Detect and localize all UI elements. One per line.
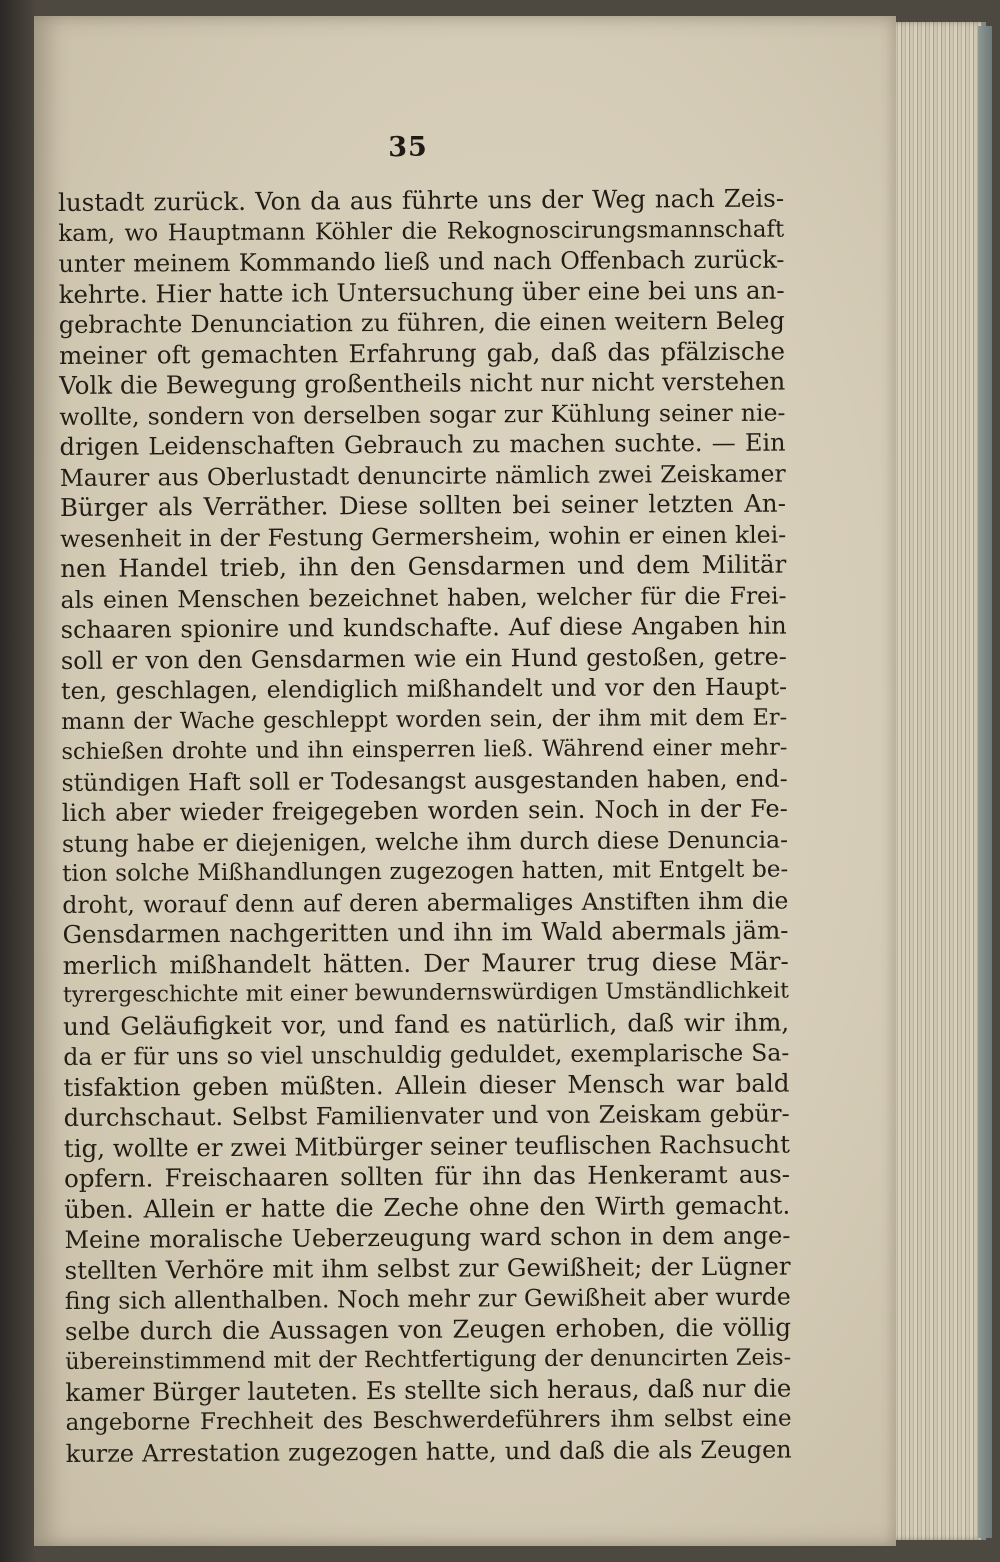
text-line: Maurer aus Oberlustadt denuncirte nämlich zwei Zeiskamer bbox=[59, 459, 786, 492]
text-line: schießen drohte und ihn einsperren ließ. Während einer mehr- bbox=[61, 734, 788, 765]
text-line: wollte, sondern von derselben sogar zur Kühlung seiner nie- bbox=[59, 398, 786, 431]
text-line: tig, wollte er zwei Mitbürger seiner teuflischen Rachsucht bbox=[63, 1129, 790, 1163]
text-line: stellten Verhöre mit ihm selbst zur Gewißheit; der Lügner bbox=[64, 1251, 791, 1285]
page-number: 35 bbox=[388, 132, 428, 163]
text-line: kurze Arrestation zugezogen hatte, und daß die als Zeugen bbox=[65, 1435, 792, 1468]
text-line: droht, worauf denn auf deren abermaliges Anstiften ihm die bbox=[62, 886, 789, 919]
text-line: Gensdarmen nachgeritten und ihn im Wald abermals jäm- bbox=[62, 915, 789, 949]
text-line: selbe durch die Aussagen von Zeugen erhoben, die völlig bbox=[64, 1312, 792, 1346]
text-line: Meine moralische Ueberzeugung ward schon in dem ange- bbox=[64, 1221, 791, 1254]
body-text bbox=[58, 184, 792, 1469]
text-line: wesenheit in der Festung Germersheim, wohin er einen klei- bbox=[60, 520, 787, 553]
text-line: angeborne Frechheit des Beschwerdeführers ihm selbst eine bbox=[65, 1405, 792, 1436]
text-line: mann der Wache geschleppt worden sein, der ihm mit dem Er- bbox=[61, 704, 788, 735]
text-line: und Geläufigkeit vor, und fand es natürlich, daß wir ihm, bbox=[63, 1007, 790, 1041]
text-line: stündigen Haft soll er Todesangst ausgestanden haben, end- bbox=[61, 764, 788, 797]
text-line: üben. Allein er hatte die Zeche ohne den Wirth gemacht. bbox=[64, 1190, 791, 1224]
text-line: schaaren spionire und kundschafte. Auf diese Angaben hin bbox=[60, 611, 787, 644]
text-line: lich aber wieder freigegeben worden sein. Noch in der Fe- bbox=[61, 794, 788, 827]
text-line: als einen Menschen bezeichnet haben, welcher für die Frei- bbox=[60, 581, 787, 614]
text-line: ten, geschlagen, elendiglich mißhandelt und vor den Haupt- bbox=[60, 672, 788, 705]
text-line: nen Handel trieb, ihn den Gensdarmen und dem Militär bbox=[60, 549, 787, 583]
text-line: drigen Leidenschaften Gebrauch zu machen suchte. — Ein bbox=[59, 428, 786, 461]
book-cover-edge bbox=[978, 26, 992, 1538]
text-line: merlich mißhandelt hätten. Der Maurer trug diese Mär- bbox=[62, 946, 789, 980]
text-line: kehrte. Hier hatte ich Untersuchung über eine bei uns an- bbox=[58, 275, 785, 309]
text-line: tyrergeschichte mit einer bewundernswürdigen Umständlichkeit bbox=[62, 978, 789, 1008]
text-line: meiner oft gemachten Erfahrung gab, daß das pfälzische bbox=[58, 336, 786, 370]
text-line: tisfaktion geben müßten. Allein dieser Mensch war bald bbox=[63, 1068, 790, 1102]
text-line: stung habe er diejenigen, welche ihm durch diese Denuncia- bbox=[61, 825, 789, 858]
text-line: da er für uns so viel unschuldig geduldet, exemplarische Sa- bbox=[63, 1038, 790, 1071]
text-line: übereinstimmend mit der Rechtfertigung der denuncirten Zeis- bbox=[65, 1344, 792, 1375]
text-line: durchschaut. Selbst Familienvater und von Zeiskam gebür- bbox=[63, 1099, 790, 1132]
text-line: gebrachte Denunciation zu führen, die einen weitern Beleg bbox=[58, 306, 785, 339]
text-line: soll er von den Gensdarmen wie ein Hund gestoßen, getre- bbox=[60, 642, 787, 675]
text-line: lustadt zurück. Von da aus führte uns der Weg nach Zeis- bbox=[58, 183, 785, 217]
text-line: Bürger als Verräther. Diese sollten bei seiner letzten An- bbox=[59, 488, 787, 522]
text-line: kam, wo Hauptmann Köhler die Rekognoscirungsmannschaft bbox=[58, 216, 785, 247]
page-edges bbox=[886, 22, 986, 1540]
text-line: Volk die Bewegung großentheils nicht nur nicht verstehen bbox=[59, 366, 786, 400]
text-line: fing sich allenthalben. Noch mehr zur Gewißheit aber wurde bbox=[64, 1282, 791, 1315]
text-line: kamer Bürger lauteten. Es stellte sich heraus, daß nur die bbox=[65, 1373, 792, 1407]
text-line: tion solche Mißhandlungen zugezogen hatten, mit Entgelt be- bbox=[62, 856, 789, 887]
text-line: opfern. Freischaaren sollten für ihn das Henkeramt aus- bbox=[63, 1159, 791, 1193]
text-line: unter meinem Kommando ließ und nach Offenbach zurück- bbox=[58, 245, 785, 278]
